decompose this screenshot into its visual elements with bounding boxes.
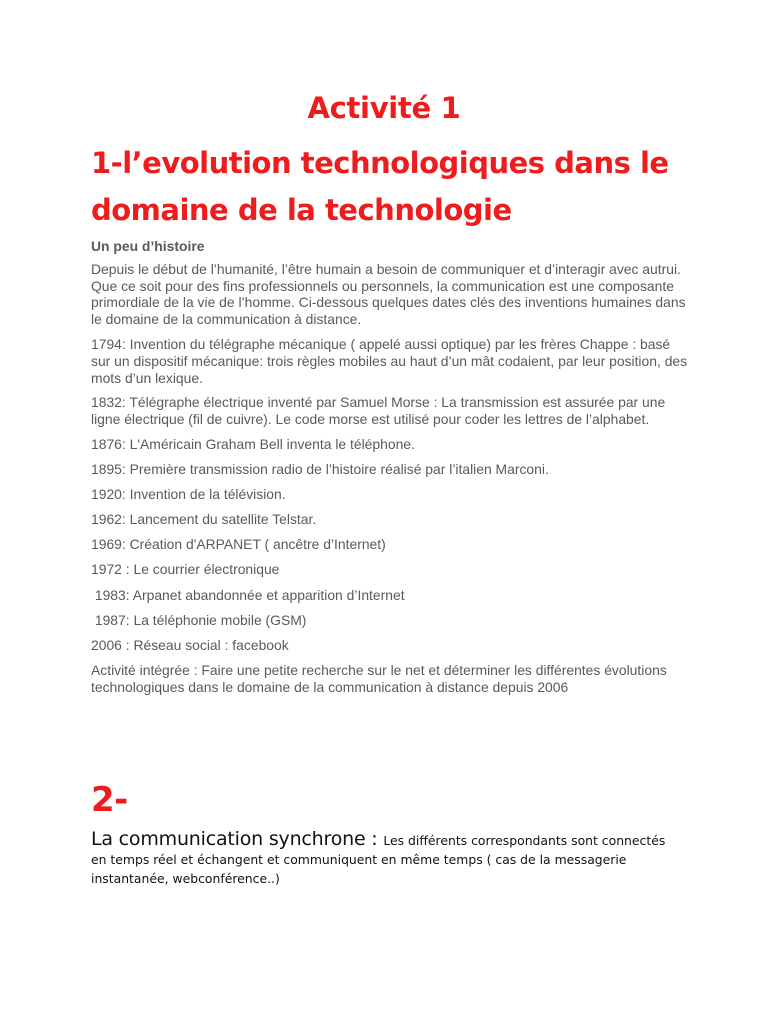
sync-communication-label: La communication synchrone : <box>91 828 384 850</box>
history-entry-1920: 1920: Invention de la télévision. <box>91 486 286 503</box>
history-entry-1962: 1962: Lancement du satellite Telstar. <box>91 511 317 528</box>
history-entry-1969: 1969: Création d'ARPANET ( ancêtre d’Internet) <box>91 536 386 553</box>
history-entry-1983: 1983: Arpanet abandonnée et apparition d’Internet <box>91 586 405 603</box>
history-entry-1832: 1832: Télégraphe électrique inventé par Samuel Morse : La transmission est assurée par une ligne électrique (fil de cuivre). Le code morse est utilisé pour coder les lettres de l’alphabet. <box>91 394 666 428</box>
sync-communication-paragraph <box>91 830 676 888</box>
history-entry-1876: 1876: L'Américain Graham Bell inventa le téléphone. <box>91 435 415 452</box>
history-intro: Depuis le début de l’humanité, l’être humain a besoin de communiquer et d’interagir avec autrui. Que ce soit pour des fins professionnels ou personnels, la communication est une composante primordiale de la vie de l’homme. Ci-dessous quelques dates clés des inventions humaines dans le domaine de la communication à distance. <box>91 260 686 328</box>
history-entry-1972: 1972 : Le courrier électronique <box>91 561 280 578</box>
history-entry-2006: 2006 : Réseau social : facebook <box>91 636 289 653</box>
activity-title: Activité 1 <box>307 91 461 125</box>
history-subhead: Un peu d’histoire <box>91 238 205 254</box>
history-entry-1895: 1895: Première transmission radio de l’histoire réalisé par l’italien Marconi. <box>91 461 549 478</box>
section-1-heading: 1-l’evolution technologiques dans le domaine de la technologie <box>91 146 669 227</box>
history-entry-1987: 1987: La téléphonie mobile (GSM) <box>91 611 307 628</box>
history-entry-1794: 1794: Invention du télégraphe mécanique ( appelé aussi optique) par les frères Chappe : basé sur un dispositif mécanique: trois règles mobiles au haut d’un mât codaient, par leur position, des mots d’un lexique. <box>91 335 688 386</box>
history-block <box>91 238 691 703</box>
sync-communication-text: Les différents correspondants sont connectés en temps réel et échangent et communiquent en même temps ( cas de la messagerie instantanée, webconférence..) <box>91 833 666 886</box>
history-activity-note: Activité intégrée : Faire une petite recherche sur le net et déterminer les différentes évolutions technologiques dans le domaine de la communication à distance depuis 2006 <box>91 661 667 695</box>
section-2-heading: 2- <box>91 780 128 820</box>
